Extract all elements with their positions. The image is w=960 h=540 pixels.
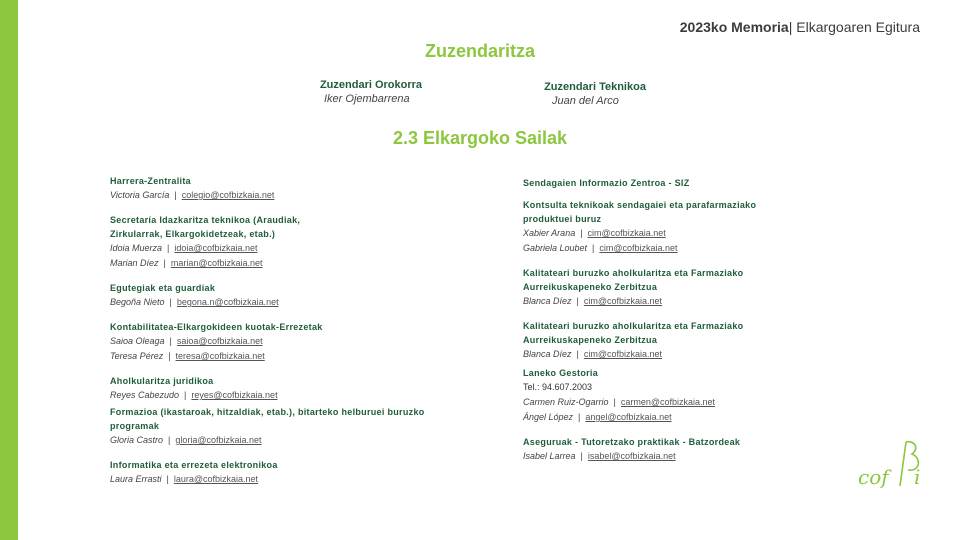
staff-name: Gloria Castro xyxy=(110,435,164,445)
general-director-role: Zuzendari Orokorra xyxy=(319,79,423,91)
department-title: Informatika eta errezeta elektronikoa xyxy=(110,460,278,470)
department-title: Egutegiak eta guardiak xyxy=(110,283,216,293)
department-title: Harrera-Zentralita xyxy=(110,176,191,186)
staff-contact xyxy=(110,349,490,364)
staff-contact xyxy=(523,395,823,410)
department-title: Kontsulta teknikoak sendagaiei eta parafarmaziako produktuei buruz xyxy=(523,200,757,224)
department xyxy=(523,366,823,425)
separator: | xyxy=(169,297,172,307)
staff-name: Idoia Muerza xyxy=(110,243,163,253)
separator: | xyxy=(168,435,171,445)
staff-name: Xabier Arana xyxy=(523,228,576,238)
department-title: Kontabilitatea-Elkargokideen kuotak-Errezetak xyxy=(110,322,323,332)
department-title: Sendagaien Informazio Zentroa - SIZ xyxy=(523,178,690,188)
staff-name: Saioa Oleaga xyxy=(110,336,165,346)
header-year-title: 2023ko Memoria xyxy=(679,19,789,35)
left-accent-bar xyxy=(0,0,18,540)
department xyxy=(110,374,490,403)
staff-email-link[interactable]: reyes@cofbizkaia.net xyxy=(191,390,278,400)
separator: | xyxy=(163,258,166,268)
department-title: Aseguruak - Tutoretzako praktikak - Batzordeak xyxy=(523,437,741,447)
right-departments-column xyxy=(523,176,823,474)
staff-contact xyxy=(110,295,490,310)
staff-name: Teresa Pérez xyxy=(110,351,164,361)
staff-email-link[interactable]: cim@cofbizkaia.net xyxy=(587,228,666,238)
staff-name: Victoria García xyxy=(110,190,170,200)
staff-contact xyxy=(523,294,823,309)
staff-contact xyxy=(523,410,823,425)
department-phone: Tel.: 94.607.2003 xyxy=(523,382,593,392)
separator: | xyxy=(166,474,169,484)
department xyxy=(110,174,490,203)
separator: | xyxy=(613,397,616,407)
separator: | xyxy=(576,349,579,359)
department xyxy=(110,320,490,364)
svg-text:i: i xyxy=(914,465,921,489)
staff-name: Blanca Díez xyxy=(523,349,572,359)
staff-contact xyxy=(523,449,823,464)
department xyxy=(110,405,490,448)
staff-contact xyxy=(110,256,490,271)
directorate-title: Zuzendaritza xyxy=(424,41,535,61)
staff-contact xyxy=(523,347,823,362)
header-separator: | xyxy=(788,19,797,35)
separator: | xyxy=(174,190,177,200)
staff-email-link[interactable]: saioa@cofbizkaia.net xyxy=(176,336,263,346)
staff-contact xyxy=(523,226,823,241)
staff-name: Marian Díez xyxy=(110,258,159,268)
staff-email-link[interactable]: marian@cofbizkaia.net xyxy=(170,258,263,268)
department xyxy=(523,176,823,190)
department-title: Kalitateari buruzko aholkularitza eta Farmaziako Aurreikuskapeneko Zerbitzua xyxy=(523,268,744,292)
technical-director-role: Zuzendari Teknikoa xyxy=(544,81,646,93)
staff-contact xyxy=(110,188,490,203)
cofbi-logo xyxy=(856,436,926,496)
departments-title: 2.3 Elkargoko Sailak xyxy=(392,128,568,148)
separator: | xyxy=(168,351,171,361)
department-title: Laneko Gestoria xyxy=(523,368,599,378)
general-director xyxy=(296,79,446,105)
department xyxy=(110,213,490,271)
staff-name: Isabel Larrea xyxy=(523,451,576,461)
staff-email-link[interactable]: laura@cofbizkaia.net xyxy=(173,474,259,484)
general-director-name: Iker Ojembarrena xyxy=(324,93,410,105)
staff-contact xyxy=(523,241,823,256)
staff-email-link[interactable]: idoia@cofbizkaia.net xyxy=(174,243,258,253)
staff-contact xyxy=(110,388,490,403)
separator: | xyxy=(580,228,583,238)
page-header xyxy=(680,19,920,35)
separator: | xyxy=(167,243,170,253)
staff-email-link[interactable]: colegio@cofbizkaia.net xyxy=(181,190,275,200)
svg-text:cof: cof xyxy=(858,465,889,489)
staff-email-link[interactable]: gloria@cofbizkaia.net xyxy=(175,435,262,445)
staff-contact xyxy=(110,433,490,448)
staff-email-link[interactable]: isabel@cofbizkaia.net xyxy=(587,451,676,461)
staff-name: Reyes Cabezudo xyxy=(110,390,180,400)
separator: | xyxy=(578,412,581,422)
staff-email-link[interactable]: cim@cofbizkaia.net xyxy=(583,296,663,306)
separator: | xyxy=(169,336,172,346)
staff-contact xyxy=(110,472,490,487)
separator: | xyxy=(576,296,579,306)
staff-name: Blanca Díez xyxy=(523,296,572,306)
technical-director-name: Juan del Arco xyxy=(552,95,619,107)
left-departments-column xyxy=(110,174,490,497)
department xyxy=(523,266,823,309)
separator: | xyxy=(184,390,187,400)
staff-email-link[interactable]: angel@cofbizkaia.net xyxy=(585,412,672,422)
staff-contact xyxy=(110,241,490,256)
staff-email-link[interactable]: teresa@cofbizkaia.net xyxy=(175,351,265,361)
department-title: Kalitateari buruzko aholkularitza eta Farmaziako Aurreikuskapeneko Zerbitzua xyxy=(523,321,744,345)
department xyxy=(110,458,490,487)
staff-name: Carmen Ruiz-Ogarrio xyxy=(523,397,609,407)
department xyxy=(523,435,823,464)
staff-name: Laura Errasti xyxy=(110,474,162,484)
staff-email-link[interactable]: cim@cofbizkaia.net xyxy=(599,243,678,253)
separator: | xyxy=(580,451,583,461)
staff-contact xyxy=(110,334,490,349)
staff-name: Gabriela Loubet xyxy=(523,243,588,253)
department-title: Formazioa (ikastaroak, hitzaldiak, etab.), bitarteko helburuei buruzko programak xyxy=(110,407,425,431)
technical-director xyxy=(520,81,670,107)
header-section: Elkargoaren Egitura xyxy=(796,19,920,35)
staff-email-link[interactable]: cim@cofbizkaia.net xyxy=(583,349,663,359)
department xyxy=(110,281,490,310)
department xyxy=(523,198,823,256)
department xyxy=(523,319,823,362)
staff-email-link[interactable]: begona.n@cofbizkaia.net xyxy=(176,297,279,307)
staff-name: Ángel López xyxy=(523,412,574,422)
staff-name: Begoña Nieto xyxy=(110,297,165,307)
department-title: Aholkularitza juridikoa xyxy=(110,376,214,386)
department-title: Secretaría Idazkaritza teknikoa (Araudiak, Zirkularrak, Elkargokidetzeak, etab.) xyxy=(110,215,301,239)
separator: | xyxy=(592,243,595,253)
staff-email-link[interactable]: carmen@cofbizkaia.net xyxy=(620,397,716,407)
